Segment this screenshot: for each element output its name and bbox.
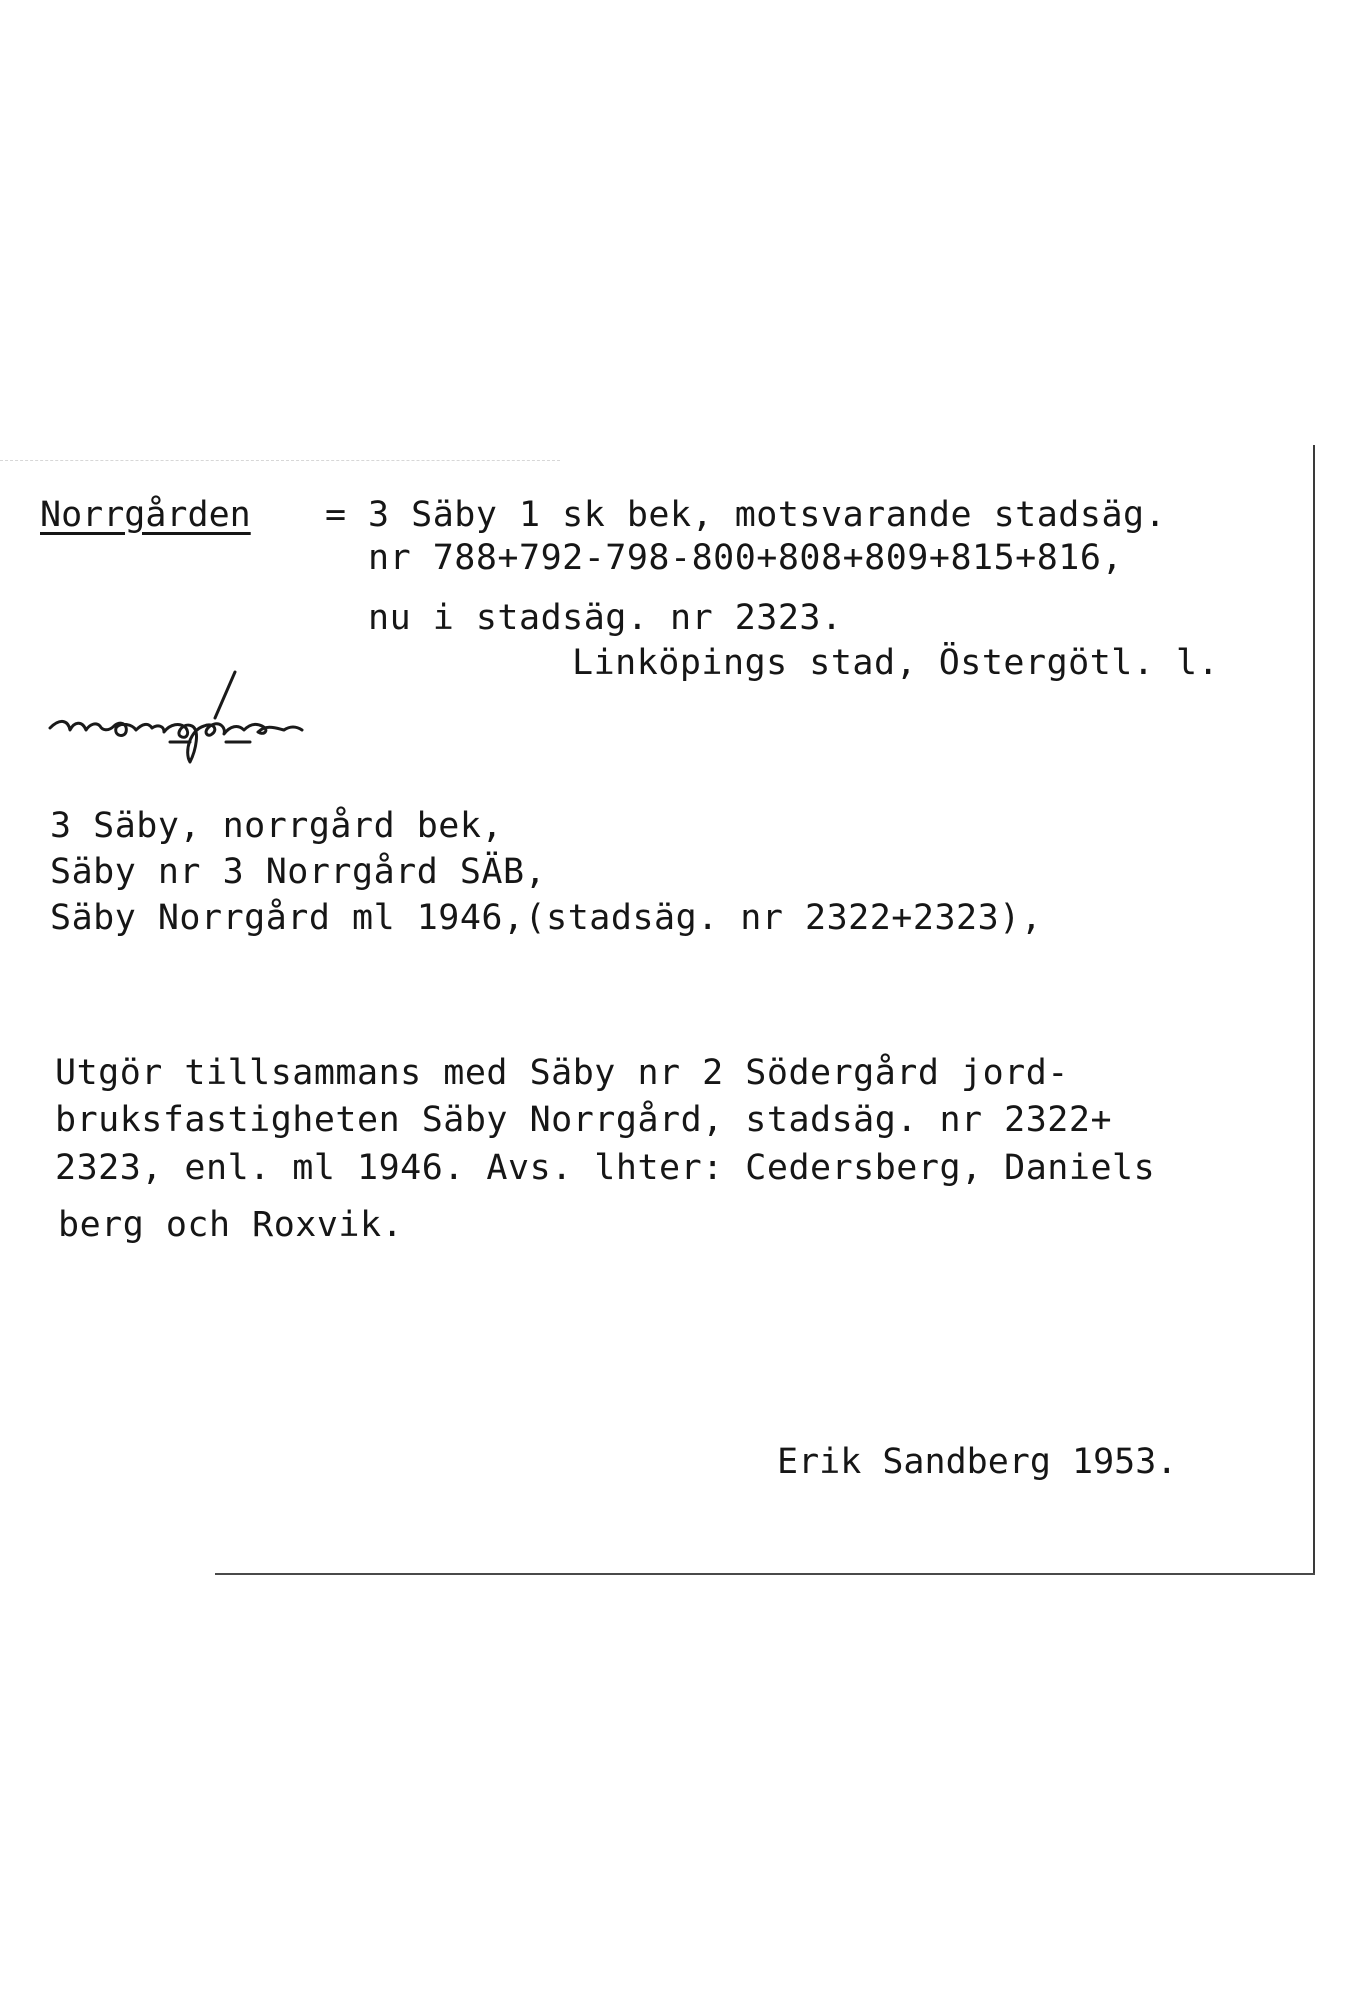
form-line-3: Säby Norrgård ml 1946,(stadsäg. nr 2322+2323), xyxy=(50,898,1043,938)
handwritten-pronunciation xyxy=(40,660,440,770)
note-line-2: bruksfastigheten Säby Norrgård, stadsäg. nr 2322+ xyxy=(55,1100,1113,1140)
heading-separator: = xyxy=(325,495,347,535)
faint-guideline xyxy=(0,460,560,461)
signature: Erik Sandberg 1953. xyxy=(777,1442,1178,1482)
definition-line-2: nr 788+792-798-800+808+809+815+816, xyxy=(368,538,1124,578)
card-edge-bottom xyxy=(215,1573,1315,1575)
definition-line-1: 3 Säby 1 sk bek, motsvarande stadsäg. xyxy=(368,495,1167,535)
note-line-3: 2323, enl. ml 1946. Avs. lhter: Cedersberg, Daniels xyxy=(55,1148,1156,1188)
card-edge-right xyxy=(1313,445,1315,1575)
heading-word: Norrgården xyxy=(40,495,251,535)
form-line-2: Säby nr 3 Norrgård SÄB, xyxy=(50,852,547,892)
form-line-1: 3 Säby, norrgård bek, xyxy=(50,806,504,846)
note-line-4: berg och Roxvik. xyxy=(58,1205,404,1245)
location-line: Linköpings stad, Östergötl. l. xyxy=(572,643,1220,683)
definition-line-3: nu i stadsäg. nr 2323. xyxy=(368,598,843,638)
note-line-1: Utgör tillsammans med Säby nr 2 Södergård jord- xyxy=(55,1053,1069,1093)
